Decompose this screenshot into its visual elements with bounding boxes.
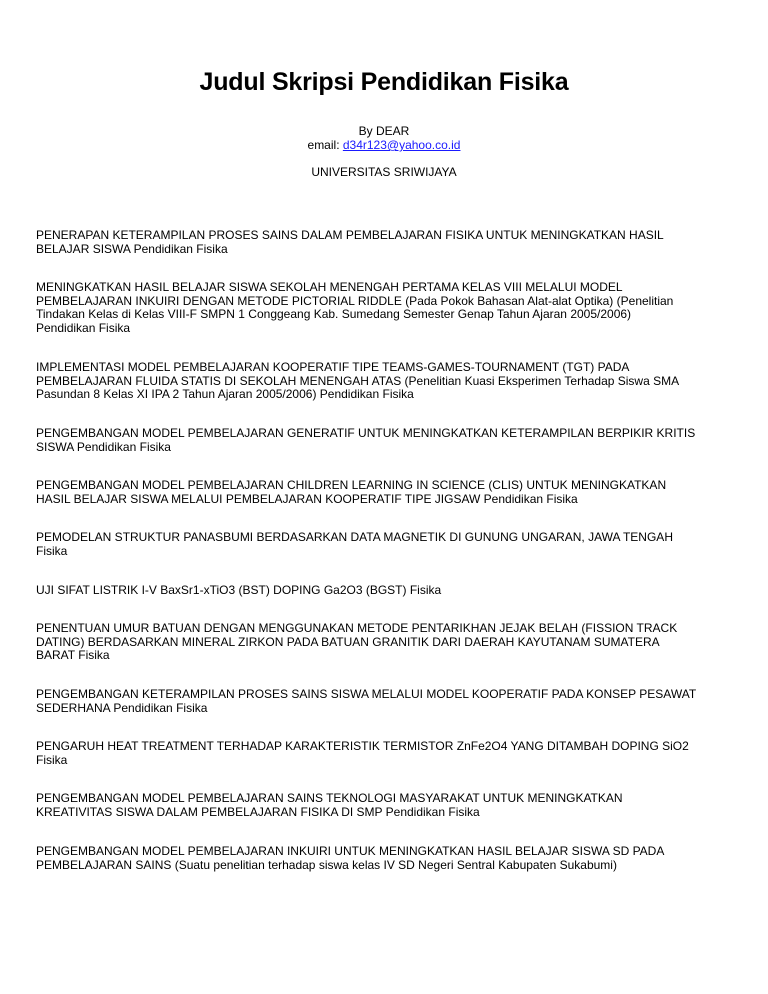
- university-name: UNIVERSITAS SRIWIJAYA: [311, 165, 457, 179]
- thesis-title-entry: PENENTUAN UMUR BATUAN DENGAN MENGGUNAKAN METODE PENTARIKHAN JEJAK BELAH (FISSION TRACK DATING) BERDASARKAN MINERAL ZIRKON PADA BATUAN GRANITIK DARI DAERAH KAYUTANAM SUMATERA BARAT Fisika: [36, 621, 678, 662]
- thesis-title-entry: IMPLEMENTASI MODEL PEMBELAJARAN KOOPERATIF TIPE TEAMS-GAMES-TOURNAMENT (TGT) PADA PEMBELAJARAN FLUIDA STATIS DI SEKOLAH MENENGAH ATAS (Penelitian Kuasi Eksperimen Terhadap Siswa SMA Pasundan 8 Kelas XI IPA 2 Tahun Ajaran 2005/2006) Pendidikan Fisika: [36, 360, 680, 401]
- email-line: [0, 138, 768, 152]
- email-label: email:: [307, 138, 343, 152]
- author-byline: By DEAR: [358, 124, 410, 138]
- thesis-title-entry: PENGEMBANGAN MODEL PEMBELAJARAN CHILDREN LEARNING IN SCIENCE (CLIS) UNTUK MENINGKATKAN HASIL BELAJAR SISWA MELALUI PEMBELAJARAN KOOPERATIF TIPE JIGSAW Pendidikan Fisika: [36, 478, 667, 506]
- thesis-title-entry: UJI SIFAT LISTRIK I-V BaxSr1-xTiO3 (BST) DOPING Ga2O3 (BGST) Fisika: [36, 583, 442, 597]
- thesis-title-entry: PENGARUH HEAT TREATMENT TERHADAP KARAKTERISTIK TERMISTOR ZnFe2O4 YANG DITAMBAH DOPING SiO2 Fisika: [36, 739, 689, 767]
- email-link[interactable]: d34r123@yahoo.co.id: [342, 138, 461, 152]
- thesis-title-entry: PEMODELAN STRUKTUR PANASBUMI BERDASARKAN DATA MAGNETIK DI GUNUNG UNGARAN, JAWA TENGAH Fisika: [36, 530, 673, 558]
- thesis-title-entry: MENINGKATKAN HASIL BELAJAR SISWA SEKOLAH MENENGAH PERTAMA KELAS VIII MELALUI MODEL PEMBELAJARAN INKUIRI DENGAN METODE PICTORIAL RIDDLE (Pada Pokok Bahasan Alat-alat Optika) (Penelitian Tindakan Kelas di Kelas VIII-F SMPN 1 Conggeang Kab. Sumedang Semester Genap Tahun Ajaran 2005/2006) Pendidikan Fisika: [36, 280, 674, 335]
- document-title: Judul Skripsi Pendidikan Fisika: [199, 68, 569, 96]
- thesis-title-entry: PENERAPAN KETERAMPILAN PROSES SAINS DALAM PEMBELAJARAN FISIKA UNTUK MENINGKATKAN HASIL BELAJAR SISWA Pendidikan Fisika: [36, 228, 664, 256]
- thesis-title-entry: PENGEMBANGAN MODEL PEMBELAJARAN SAINS TEKNOLOGI MASYARAKAT UNTUK MENINGKATKAN KREATIVITAS SISWA DALAM PEMBELAJARAN FISIKA DI SMP Pendidikan Fisika: [36, 791, 623, 819]
- thesis-title-entry: PENGEMBANGAN KETERAMPILAN PROSES SAINS SISWA MELALUI MODEL KOOPERATIF PADA KONSEP PESAWAT SEDERHANA Pendidikan Fisika: [36, 687, 697, 715]
- thesis-title-entry: PENGEMBANGAN MODEL PEMBELAJARAN GENERATIF UNTUK MENINGKATKAN KETERAMPILAN BERPIKIR KRITIS SISWA Pendidikan Fisika: [36, 426, 696, 454]
- thesis-title-entry: PENGEMBANGAN MODEL PEMBELAJARAN INKUIRI UNTUK MENINGKATKAN HASIL BELAJAR SISWA SD PADA PEMBELAJARAN SAINS (Suatu penelitian terhadap siswa kelas IV SD Negeri Sentral Kabupaten Sukabumi): [36, 844, 665, 872]
